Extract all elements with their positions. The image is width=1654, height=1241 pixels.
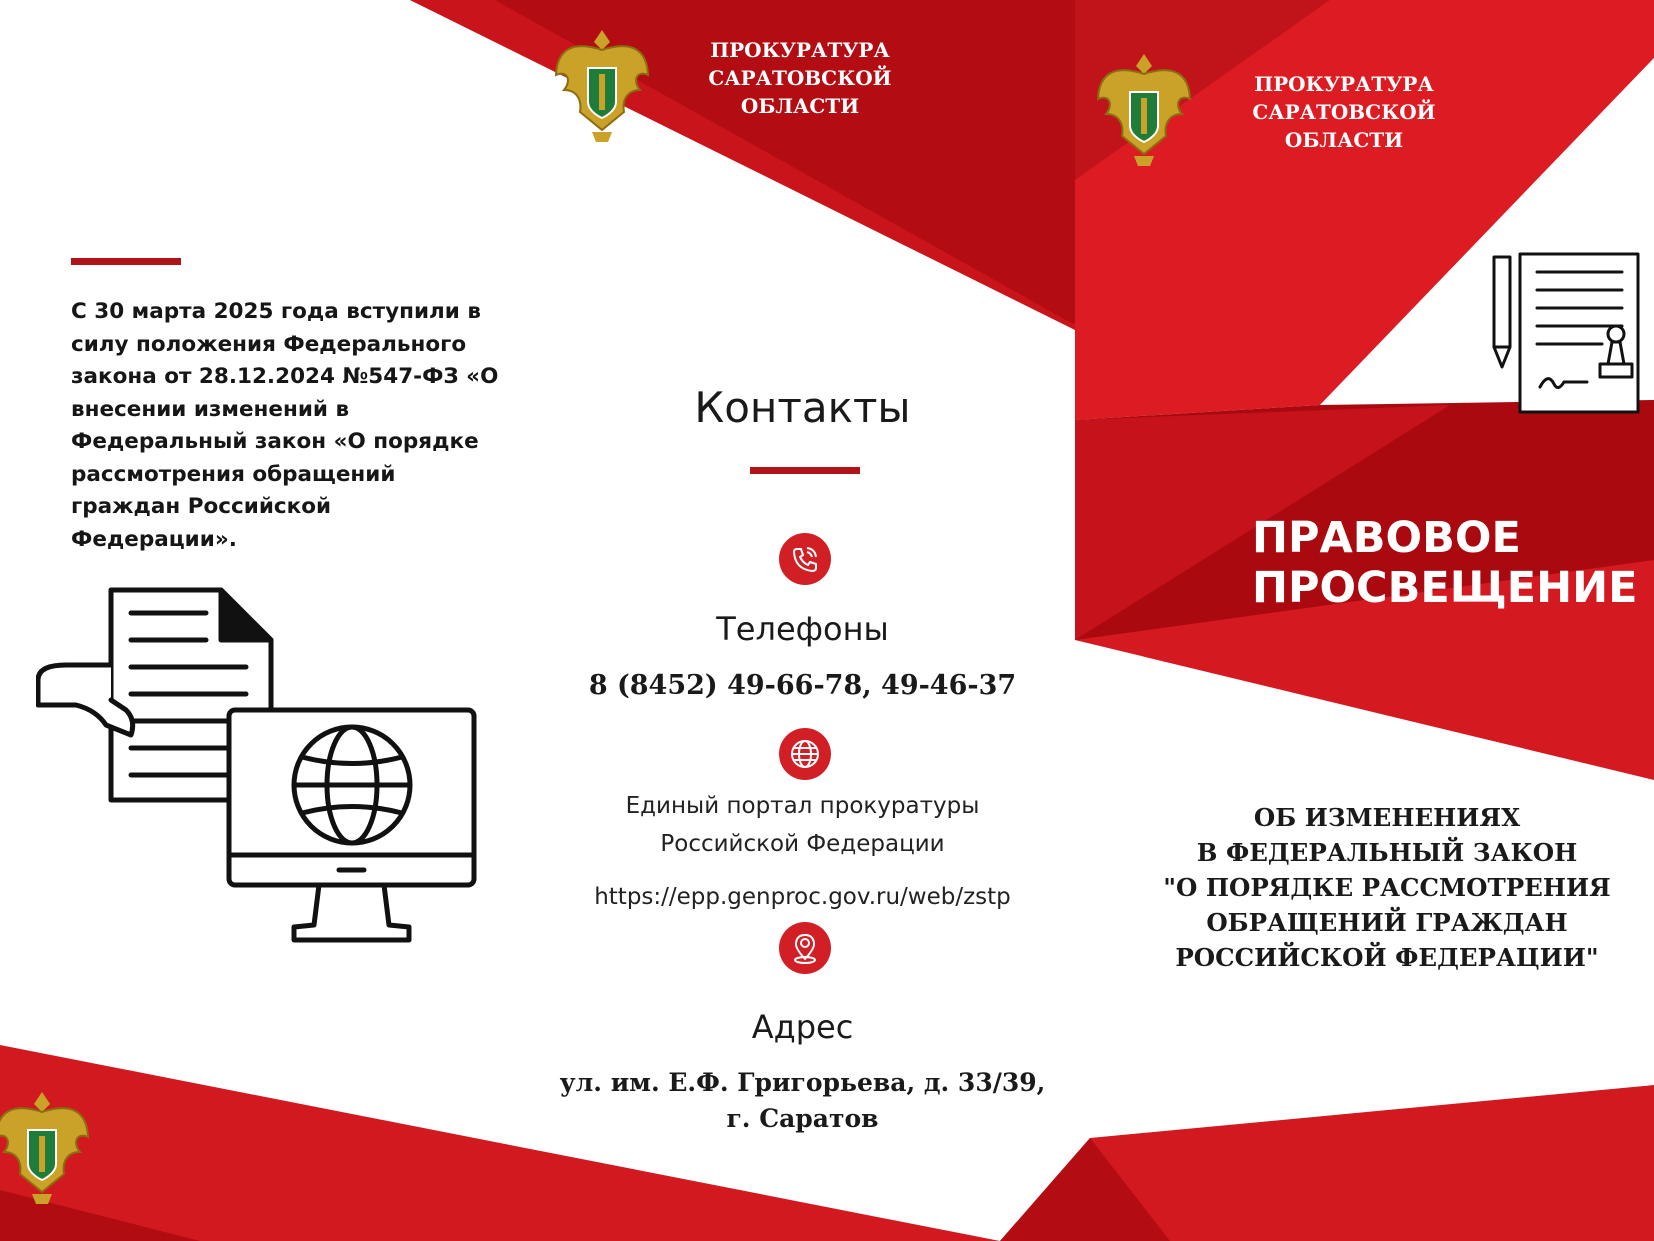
org-line-1: ПРОКУРАТУРА: [710, 38, 890, 62]
intro-line: С 30 марта 2025 года вступили в: [71, 299, 481, 324]
intro-line: закона от 28.12.2024 №547-ФЗ «О: [71, 364, 499, 389]
subtitle-line: "О ПОРЯДКЕ РАССМОТРЕНИЯ: [1163, 873, 1611, 902]
document-stamp-icon: [1492, 252, 1642, 414]
contacts-title: Контакты: [694, 383, 911, 432]
org-line-2: САРАТОВСКОЙ: [708, 66, 892, 90]
portal-line-2: Российской Федерации: [660, 831, 945, 857]
phones-value: 8 (8452) 49-66-78, 49-46-37: [588, 670, 1017, 701]
org-line-2: САРАТОВСКОЙ: [1252, 100, 1436, 124]
intro-accent-line: [71, 258, 181, 265]
intro-line: Федерации».: [71, 526, 237, 552]
org-line-3: ОБЛАСТИ: [1284, 128, 1404, 152]
address-line-2: г. Саратов: [726, 1104, 879, 1133]
subtitle-line: В ФЕДЕРАЛЬНЫЙ ЗАКОН: [1196, 838, 1578, 867]
intro-text: [71, 296, 498, 556]
phones-label: Телефоны: [716, 610, 889, 648]
portal-text: [590, 787, 1015, 863]
cover-title-line-1: ПРАВОВОЕ: [1252, 513, 1521, 563]
address-value: [555, 1065, 1050, 1137]
location-pin-icon: [779, 922, 831, 974]
phone-icon: [779, 533, 831, 585]
cover-title-line-2: ПРОСВЕЩЕНИЕ: [1252, 563, 1638, 613]
intro-line: Федеральный закон «О порядке: [71, 429, 479, 454]
address-line-1: ул. им. Е.Ф. Григорьева, д. 33/39,: [559, 1068, 1046, 1097]
cover-title: [1252, 513, 1638, 613]
emblem-icon: [1094, 44, 1194, 169]
cover-subtitle: [1120, 800, 1654, 975]
emblem-icon: [0, 1082, 92, 1207]
org-line-3: ОБЛАСТИ: [740, 94, 860, 118]
org-line-1: ПРОКУРАТУРА: [1254, 72, 1434, 96]
portal-line-1: Единый портал прокуратуры: [625, 793, 980, 819]
organization-name-right: [1222, 70, 1466, 154]
computer-globe-icon: [224, 705, 479, 945]
globe-icon: [779, 728, 831, 780]
subtitle-line: ОБРАЩЕНИЙ ГРАЖДАН: [1206, 908, 1568, 937]
intro-line: силу положения Федерального: [71, 331, 467, 357]
intro-line: внесении изменений в: [71, 396, 350, 422]
portal-url-link[interactable]: https://epp.genproc.gov.ru/web/zstp: [594, 884, 1011, 910]
contacts-accent-line: [750, 467, 860, 474]
subtitle-line: ОБ ИЗМЕНЕНИЯХ: [1253, 803, 1521, 832]
organization-name-middle: [682, 36, 918, 120]
emblem-icon: [552, 20, 652, 145]
intro-line: рассмотрения обращений: [71, 461, 396, 487]
subtitle-line: РОССИЙСКОЙ ФЕДЕРАЦИИ": [1175, 943, 1599, 972]
address-label: Адрес: [751, 1008, 854, 1046]
intro-line: граждан Российской: [71, 494, 332, 519]
